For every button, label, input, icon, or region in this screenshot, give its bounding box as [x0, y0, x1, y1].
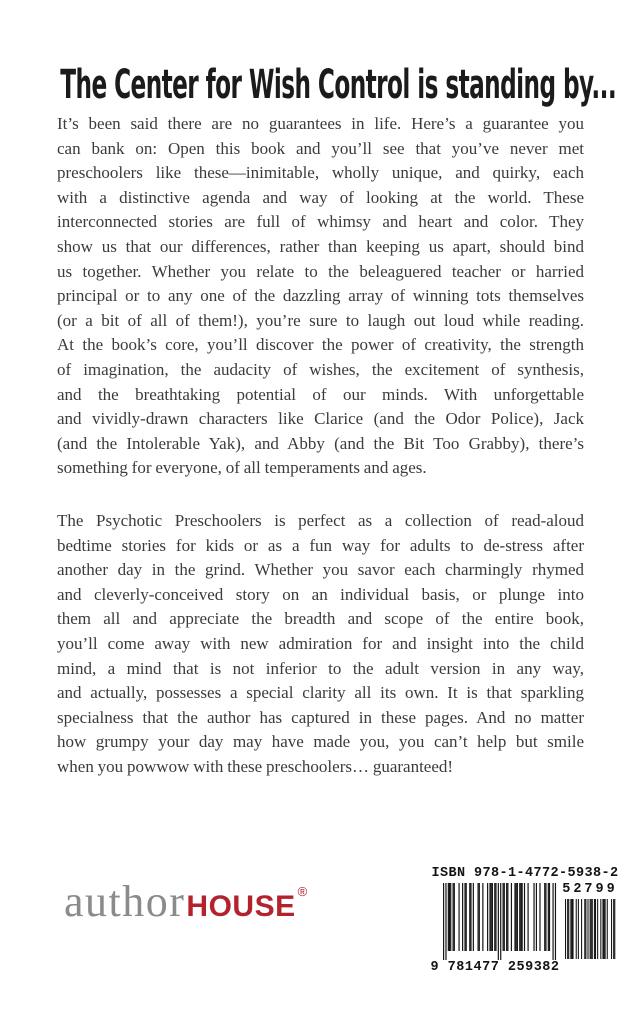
ean5-addon-barcode-icon	[565, 899, 616, 960]
text-line: and actually, possesses a special clarity all its own. It is that sparkling	[57, 683, 584, 703]
text-line: (or a bit of all of them!), you’re sure to laugh out loud while reading.	[57, 310, 584, 330]
text-line: interconnected stories are full of whimsy and heart and color. They	[57, 212, 584, 232]
publisher-logo-house: HOUSE	[186, 890, 296, 923]
text-line: how grumpy your day may have made you, you can’t help but smile	[57, 732, 584, 752]
book-title-text: The Center for Wish Control is standing by...	[60, 62, 617, 108]
text-line: with a distinctive agenda and way of looking at the world. These	[57, 187, 584, 207]
text-line: of imagination, the audacity of wishes, the excitement of synthesis,	[57, 359, 584, 379]
text-line: principal or to any one of the dazzling array of winning tots themselves	[57, 286, 584, 306]
barcode-price-code: 52799	[562, 882, 618, 897]
text-line: The Psychotic Preschoolers is perfect as a collection of read-aloud	[57, 511, 584, 530]
text-line: and the breathtaking potential of our minds. With unforgettable	[57, 384, 584, 404]
text-line: us together. Whether you relate to the beleaguered teacher or harried	[57, 261, 584, 281]
text-line: At the book’s core, you’ll discover the power of creativity, the strength	[57, 335, 584, 355]
synopsis-paragraph-2	[57, 509, 584, 780]
barcode-block	[430, 866, 622, 982]
text-line: when you powwow with these preschoolers… guaranteed!	[57, 756, 454, 776]
text-line: bedtime stories for kids or as a fun way for adults to de-stress after	[57, 535, 584, 555]
publisher-logo	[64, 877, 308, 926]
text-line: another day in the grind. Whether you savor each charmingly rhymed	[57, 560, 584, 580]
text-line: mind, a mind that is not inferior to the adult version in any way,	[57, 658, 584, 678]
text-line: and cleverly-conceived story on an individual basis, or plunge into	[57, 584, 584, 604]
publisher-logo-author: author	[64, 877, 186, 926]
text-line: and vividly-drawn characters like Clarice (and the Odor Police), Jack	[57, 409, 584, 429]
isbn-text: ISBN 978-1-4772-5938-2	[431, 866, 619, 881]
synopsis-paragraph-1	[57, 112, 584, 481]
text-line: them all and appreciate the breadth and scope of the entire book,	[57, 609, 584, 629]
ean13-barcode-icon	[443, 883, 557, 961]
text-line: can bank on: Open this book and you’ll see that you’ve never met	[57, 138, 584, 158]
text-line: you’ll come away with new admiration for and insight into the child	[57, 633, 584, 653]
registered-trademark-icon: ®	[297, 884, 308, 899]
text-line: (and the Intolerable Yak), and Abby (and the Bit Too Grabby), there’s	[57, 433, 584, 453]
barcode-number-text: 9 781477 259382	[430, 960, 560, 975]
text-line: something for everyone, of all temperaments and ages.	[57, 458, 427, 478]
text-line: It’s been said there are no guarantees in life. Here’s a guarantee you	[57, 114, 584, 133]
text-line: show us that our differences, rather than keeping us apart, should bind	[57, 236, 584, 256]
text-line: preschoolers like these—inimitable, wholly unique, and quirky, each	[57, 163, 584, 183]
book-title	[57, 58, 620, 112]
text-line: specialness that the author has captured in these pages. And no matter	[57, 707, 584, 727]
